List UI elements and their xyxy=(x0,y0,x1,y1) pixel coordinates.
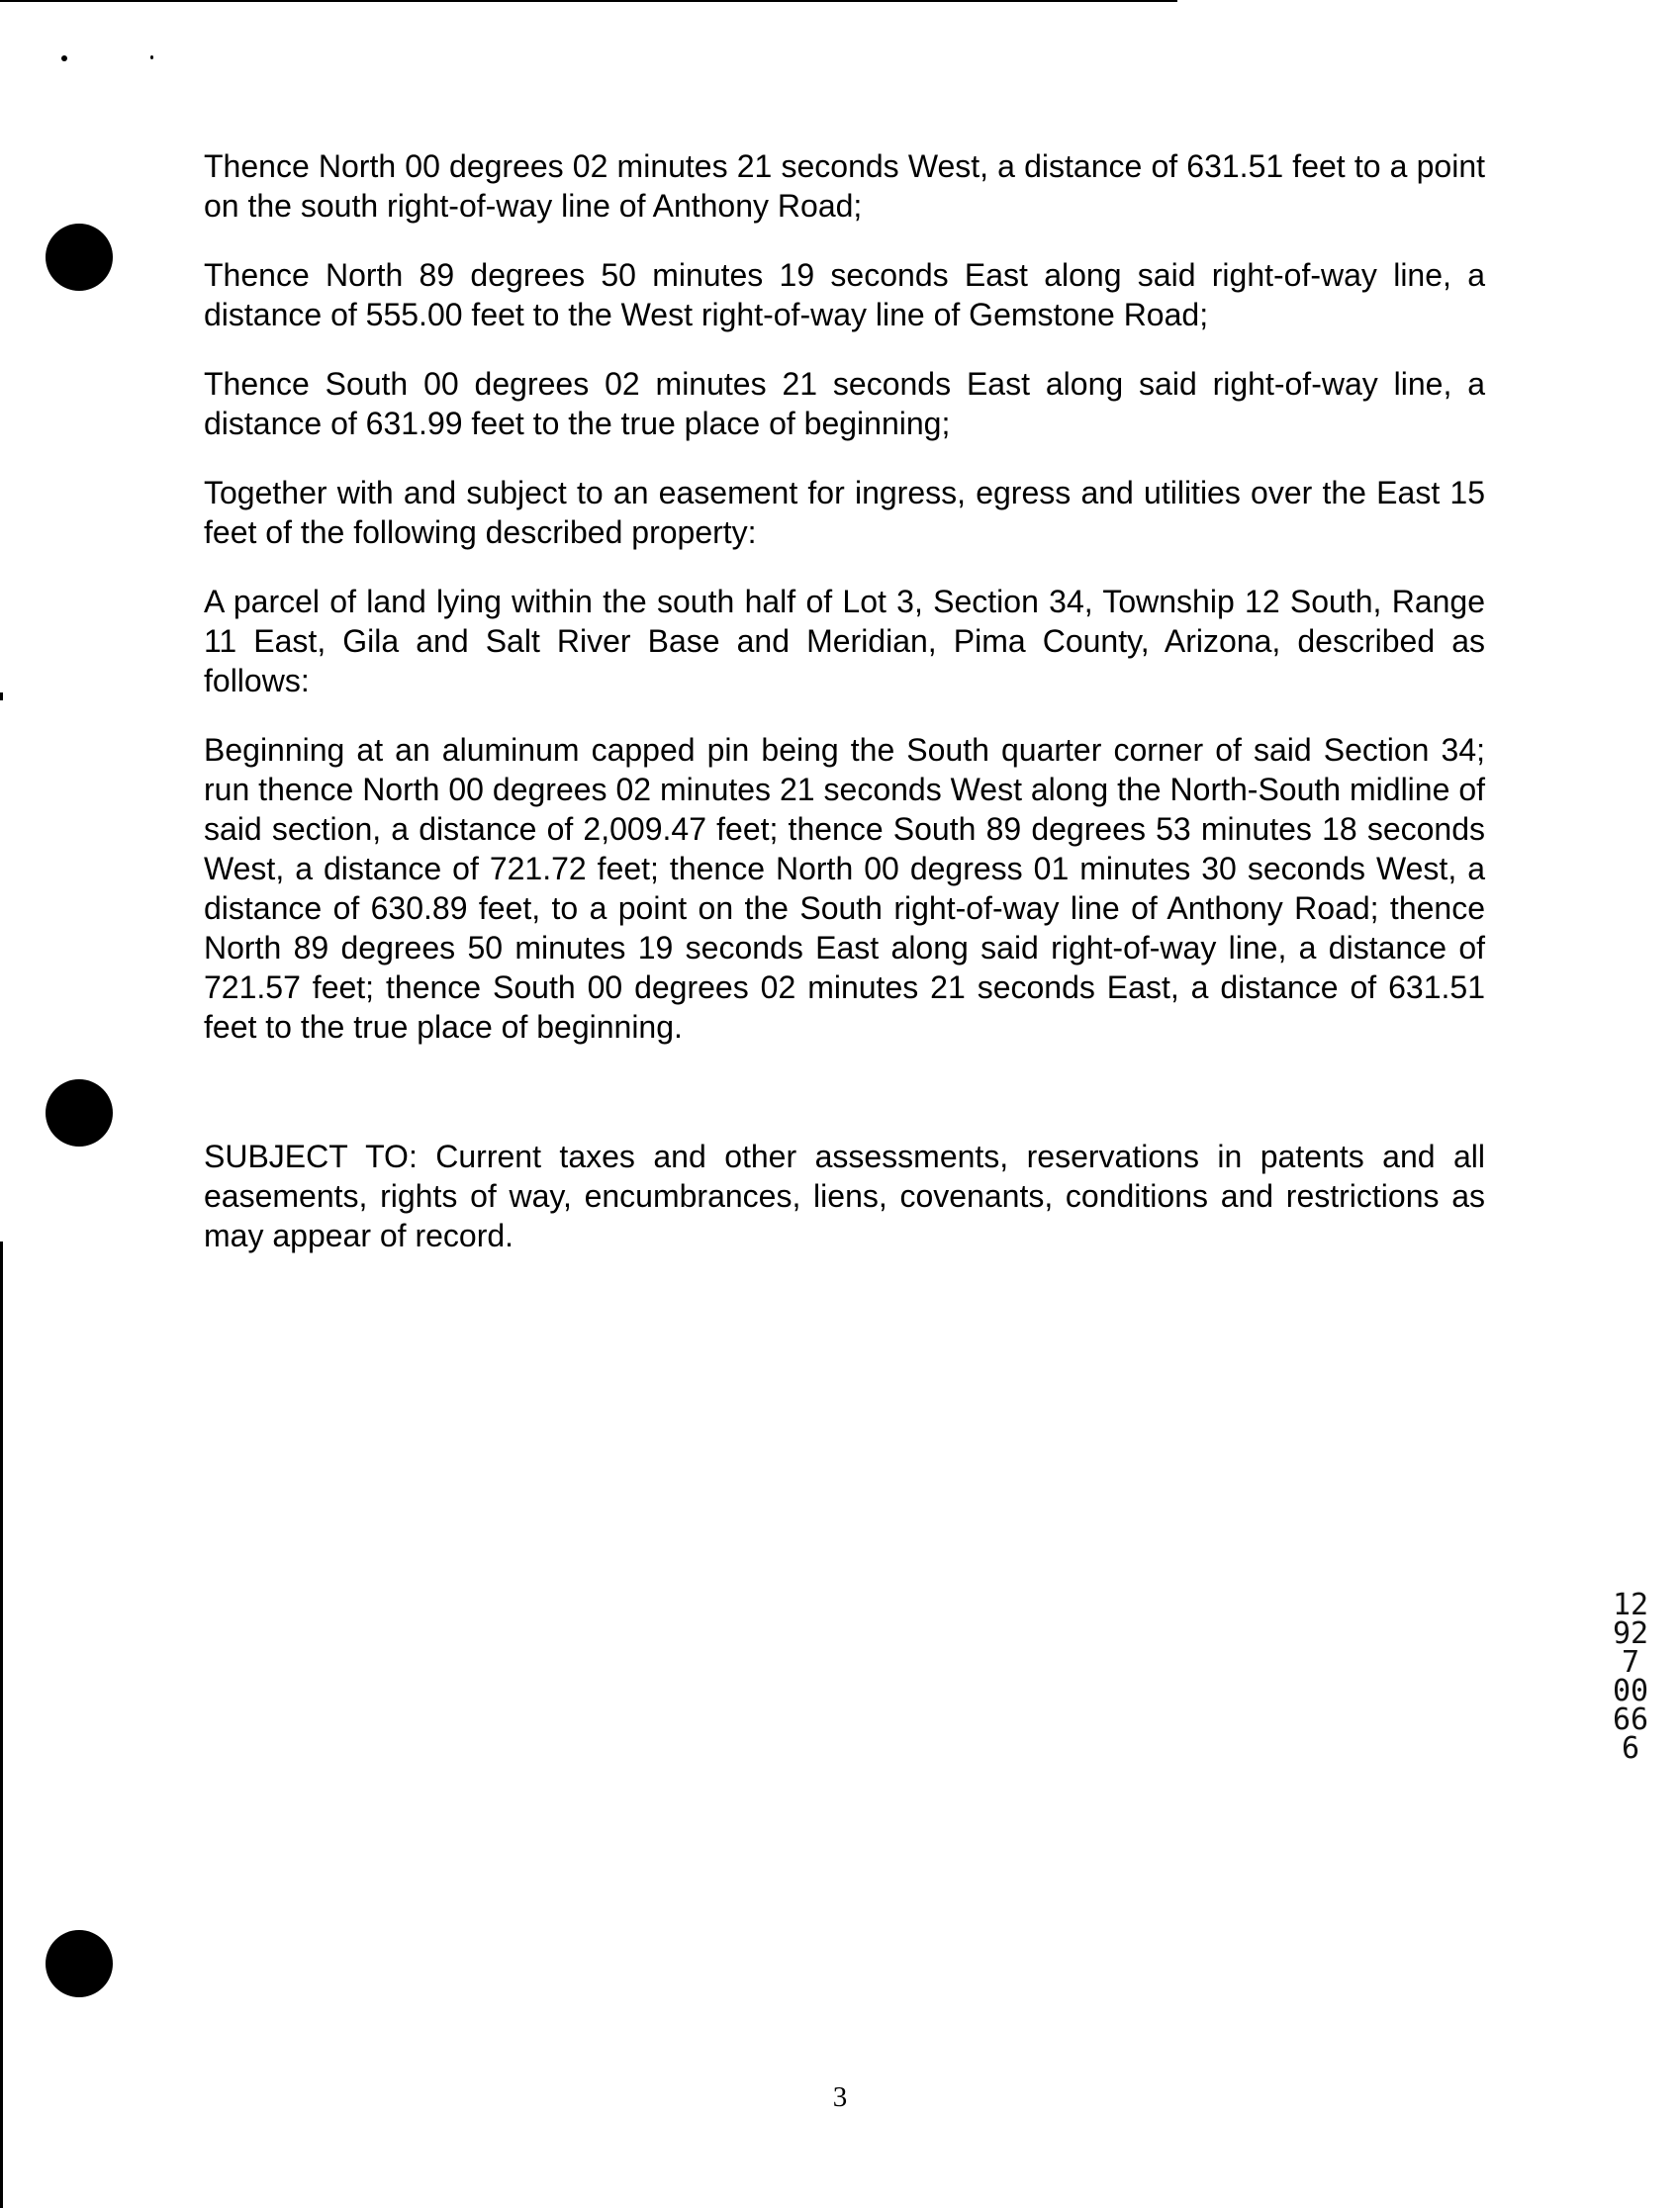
paragraph-course-north-west: Thence North 00 degrees 02 minutes 21 seconds West, a distance of 631.51 feet to a point on the south right-of-way line of Anthony Road; xyxy=(204,148,1485,224)
paragraph-parcel-location: A parcel of land lying within the south half of Lot 3, Section 34, Township 12 South, Range 11 East, Gila and Salt River Base and Meridian, Pima County, Arizona, described as follows: xyxy=(204,584,1485,698)
scan-speck xyxy=(61,55,67,61)
scan-left-edge-mark xyxy=(0,692,3,700)
paragraph-parcel-description: Beginning at an aluminum capped pin being the South quarter corner of said Section 34; run thence North 00 degrees 02 minutes 21 seconds West along the North-South midline of said section, a distance of 2,009.47 feet; thence South 89 degrees 53 minutes 18 seconds West, a distance of 721.72 feet; thence North 00 degress 01 minutes 30 seconds West, a distance of 630.89 feet, to a point on the South right-of-way line of Anthony Road; thence North 89 degrees 50 minutes 19 seconds East along said right-of-way line, a distance of 721.57 feet; thence South 00 degrees 02 minutes 21 seconds East, a distance of 631.51 feet to the true place of beginning. xyxy=(204,732,1485,1045)
punch-hole-bottom xyxy=(46,1930,113,1997)
punch-hole-middle xyxy=(46,1079,113,1147)
scan-speck xyxy=(150,55,153,59)
document-body xyxy=(204,146,1485,1285)
punch-hole-top xyxy=(46,224,113,291)
paragraph-easement: Together with and subject to an easement for ingress, egress and utilities over the East 15 feet of the following described property: xyxy=(204,475,1485,550)
recording-stamp: 12927 00666 xyxy=(1612,1588,1649,1766)
scan-top-border xyxy=(0,0,1177,2)
paragraph-subject-to: SUBJECT TO: Current taxes and other assessments, reservations in patents and all easements, rights of way, encumbrances, liens, covenants, conditions and restrictions as may appear of record. xyxy=(204,1139,1485,1253)
paragraph-course-south-east: Thence South 00 degrees 02 minutes 21 seconds East along said right-of-way line, a distance of 631.99 feet to the true place of beginning; xyxy=(204,366,1485,441)
paragraph-course-north-east: Thence North 89 degrees 50 minutes 19 seconds East along said right-of-way line, a distance of 555.00 feet to the West right-of-way line of Gemstone Road; xyxy=(204,257,1485,332)
page-number: 3 xyxy=(832,2081,848,2113)
scan-left-edge-bar xyxy=(0,1242,3,2208)
